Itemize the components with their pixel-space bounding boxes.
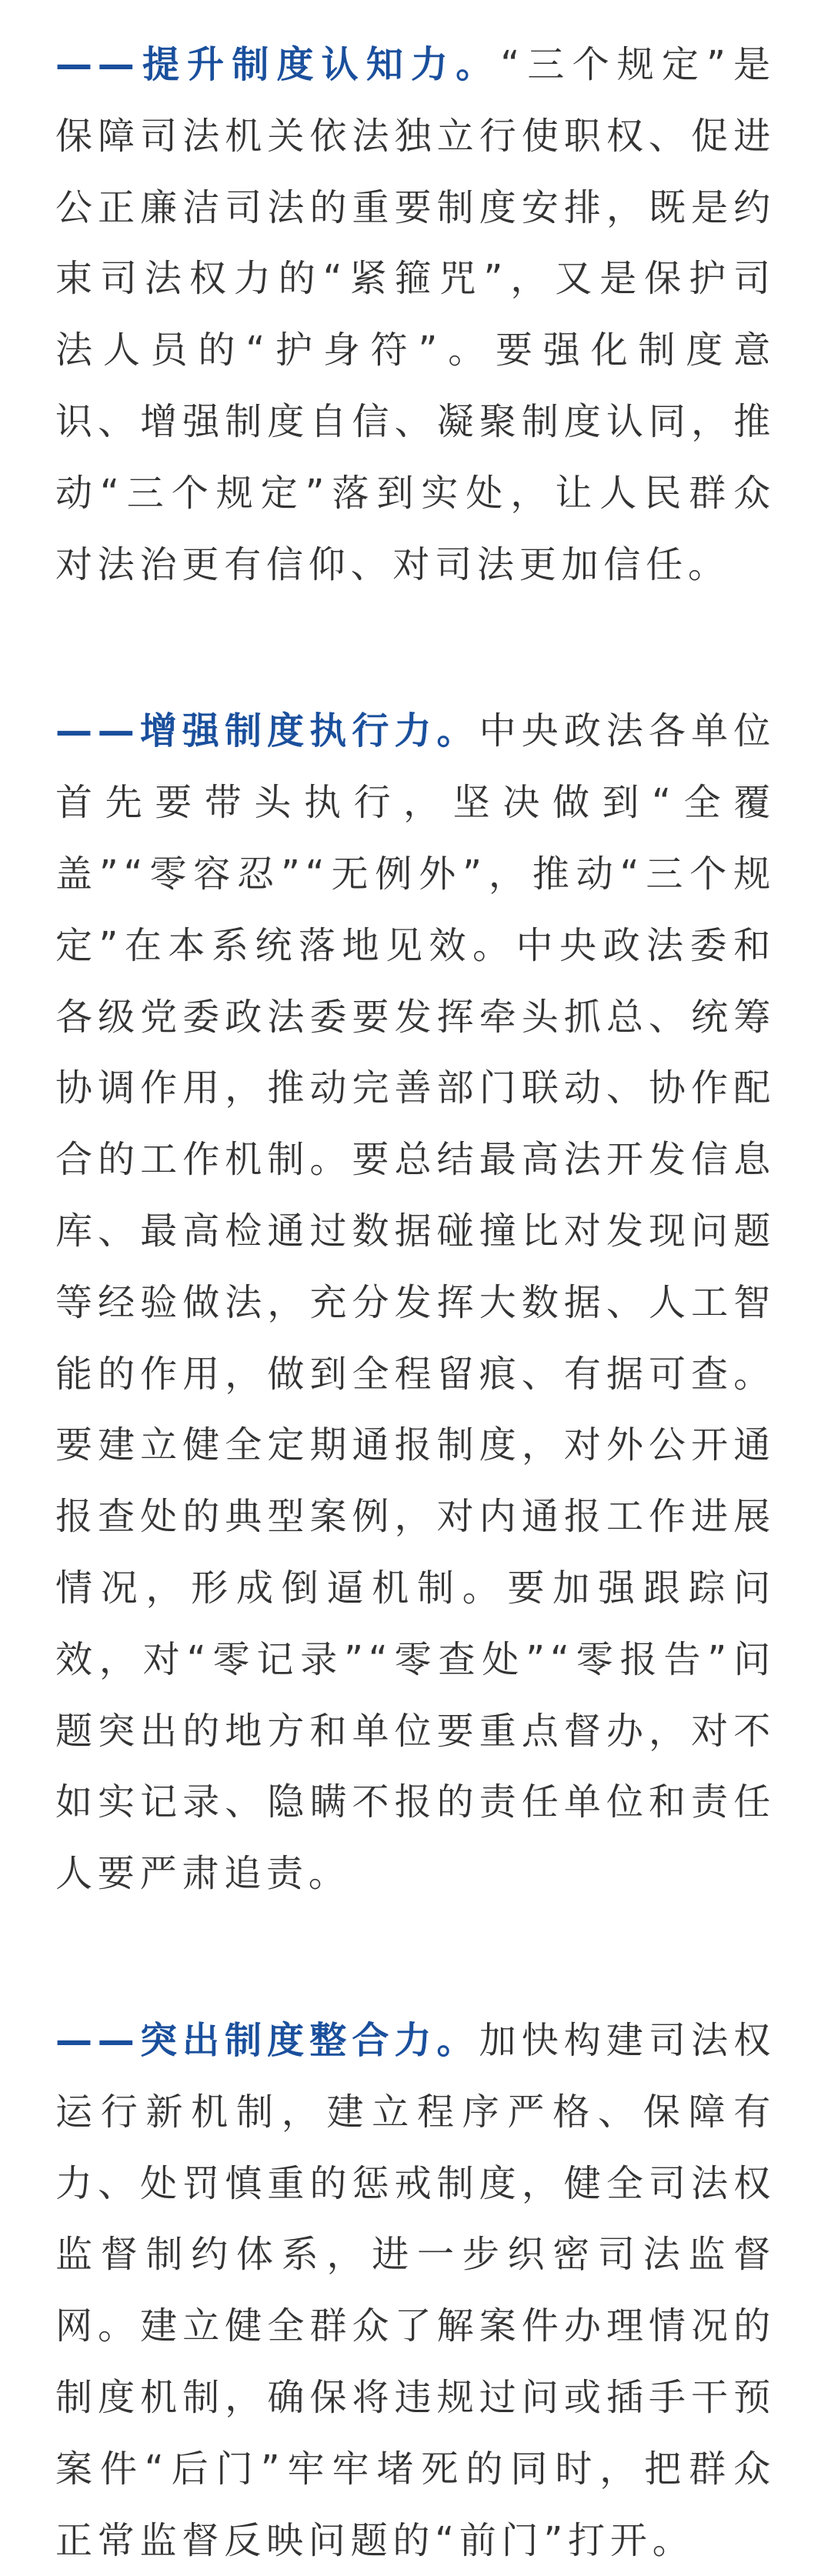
paragraph-text: 加快构建司法权运行新机制，建立程序严格、保障有力、处罚慎重的惩戒制度，健全司法权监督制约体系，进一步织密司法监督网。建立健全群众了解案件办理情况的制度机制，确保将违规过问或插手干预案件“后门”牢牢堵死的同时，把群众正常监督反映问题的“前门”打开。 [55, 2018, 776, 2562]
paragraph-text: “三个规定”是保障司法机关依法独立行使职权、促进公正廉洁司法的重要制度安排，既是约束司法权力的“紧箍咒”，又是保护司法人员的“护身符”。要强化制度意识、增强制度自信、凝聚制度认同，推动“三个规定”落到实处，让人民群众对法治更有信仰、对司法更加信任。 [55, 43, 776, 586]
paragraph-text: 中央政法各单位首先要带头执行，坚决做到“全覆盖”“零容忍”“无例外”，推动“三个规定”在本系统落地见效。中央政法委和各级党委政法委要发挥牵头抓总、统筹协调作用，推动完善部门联动、协作配合的工作机制。要总结最高法开发信息库、最高检通过数据碰撞比对发现问题等经验做法，充分发挥大数据、人工智能的作用，做到全程留痕、有据可查。要建立健全定期通报制度，对外公开通报查处的典型案例，对内通报工作进展情况，形成倒逼机制。要加强跟踪问效，对“零记录”“零查处”“零报告”问题突出的地方和单位要重点督办，对不如实记录、隐瞒不报的责任单位和责任人要严肃追责。 [55, 709, 776, 1896]
article-body [55, 29, 776, 2576]
paragraph-heading: ——增强制度执行力。 [55, 709, 479, 753]
paragraph-cognition [55, 29, 776, 600]
paragraph-heading: ——提升制度认知力。 [55, 43, 501, 86]
paragraph-integration [55, 2005, 776, 2576]
paragraph-execution [55, 696, 776, 1910]
paragraph-heading: ——突出制度整合力。 [55, 2018, 479, 2062]
